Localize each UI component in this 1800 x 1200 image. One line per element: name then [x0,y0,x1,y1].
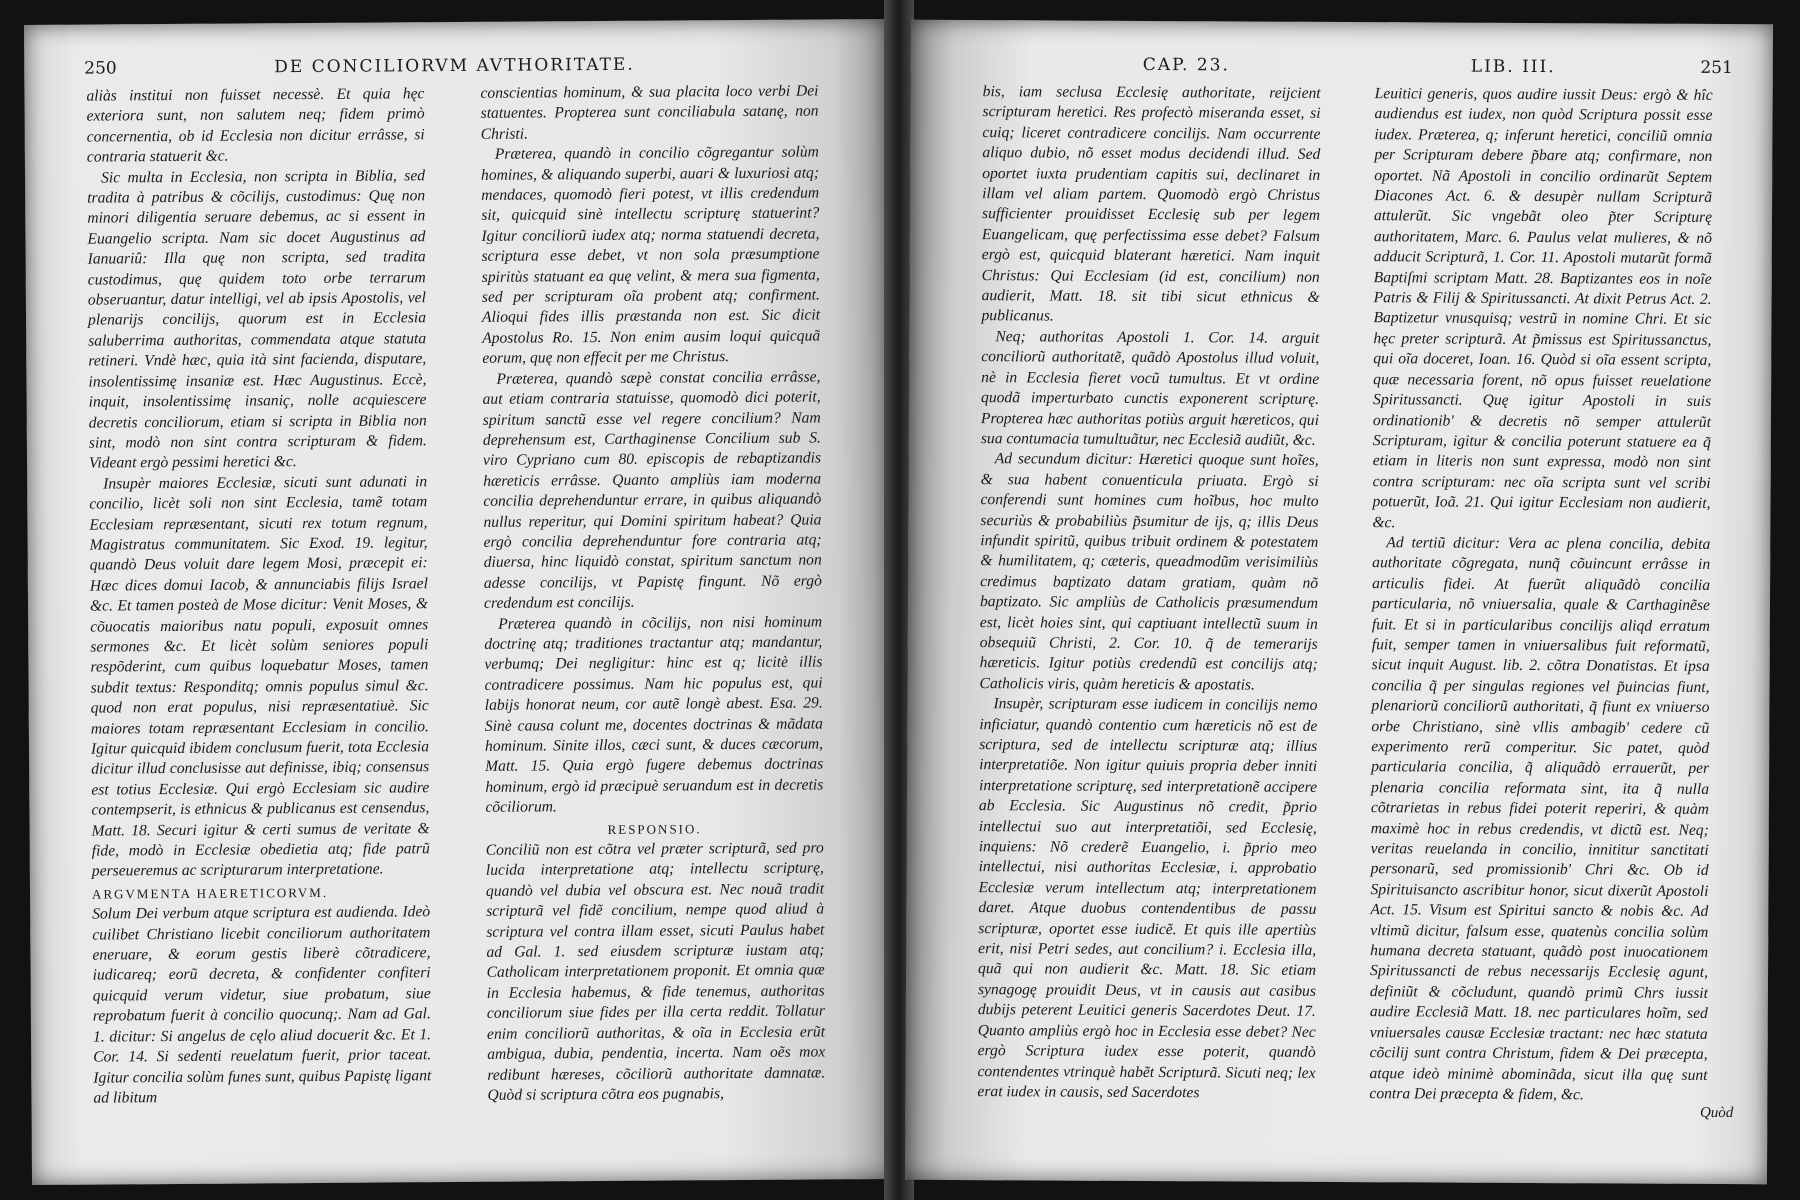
paragraph: Sic multa in Ecclesia, non scripta in Biblia, sed tradita à patribus & cõcilijs, custodimus: Quę non minori diligentia seruare debemus, ac si essent in Euangelio scripta. Nam sic docet Augustinus ad Ianuariû: Illa quę non scripta, sed tradita custodimus, quę quidem toto orbe terrarum obseruantur, datur intelligi, vel ab ipsis Apostolis, vel plenarijs concilijs, quorum est in Ecclesia saluberrima authoritas, commendata atque statuta retineri. Vndè hæc, quia ità sint facienda, disputare, insolentissimę insaniæ est. Hæc Augustinus. Eccè, inquit, insolentissimę insaniç, nolle acquiescere decretis conciliorum, etiam si scripta in Biblia non sint, modò non sint contra scripturam & fidem. Videant ergò pessimi heretici &c. [87,166,427,472]
page-number: 250 [84,58,117,79]
section-heading: ARGVMENTA HAERETICORVM. [91,884,329,902]
catchword: Quòd [1699,1104,1734,1122]
paragraph: Præterea, quandò sæpè constat concilia errâsse, aut etiam contraria statuisse, quomodò dici poterit, spiritum sanctũ esse vel regere concilium? Nam deprehensum est, Carthaginense Concilium sub S. viro Cypriano cum 80. episcopis de rebaptizandis hæreticis errâsse. Quanto ampliùs iam moderna concilia deprehenduntur errare, in quibus aliquandò nullus reperitur, qui Domini spiritum habeat? Quia ergò concilia deprehenduntur fore contraria atq; diuersa, hinc liquidò constat, spiritum sanctum non adesse concilijs, vt Papistę fingunt. Nõ ergò credendum est concilijs. [482,368,822,612]
paragraph: Solum Dei verbum atque scriptura est audienda. Ideò cuilibet Christiano licebit conciliorum authoritatem eneruare, & eorum gestis liberè cõtradicere, iudicareq; eorũ decreta, & confidenter confiteri quicquid verum videtur, siue probatum, siue reprobatum fuerit à concilio quocunq;. Nam ad Gal. 1. dicitur: Si angelus de cęlo aliud docuerit &c. Et 1. Cor. 14. Si sedenti reuelatum fuerit, prior taceat. Igitur concilia solùm funes sunt, quibus Papistę ligant ad libitum [92,903,432,1107]
paragraph: Insupèr, scripturam esse iudicem in concilijs nemo inficiatur, quandò contentio cum hæreticis nõ est de scriptura, sed de intellectu scripturæ atq; illius interpretatiõe. Non igitur quiuis propria deber inniti interpretatione scripturę, sed interpretationẽ accipere ab Ecclesia. Sic Augustinus nõ credit, p̃prio intellectui suo aut interpretatiõi, sed Ecclesię, inquiens: Nõ crederẽ Euangelio, i. p̃prio meo intellectui, nisi authoritas Ecclesiæ, i. approbatio Ecclesiæ verum intellectum atq; interpretationem daret. Atque duobus contendentibus de passu scripturæ, oportet esse iudicẽ. Et quis ille apertiùs erit, nisi Petri sedes, aut concilium? i. Ecclesia illa, quã qui non audierit &c. Matt. 18. Sic etiam synagogę prouidit Deus, vt in causis aut casibus dubijs peterent Leuitici generis Sacerdotes Deut. 17. Quanto ampliùs ergò hoc in Ecclesia esse debet? Nec ergò Scriptura iudex esse poterit, quandò contendentes vtrinquè habẽt Scripturã. Sicuti neq; lex erat iudex in causis, sed Sacerdotes [977,695,1318,1102]
paragraph: bis, iam seclusa Ecclesię authoritate, reijcient scripturam heretici. Res profectò miseranda esset, si cuiq; liceret contradicere concilijs. Nam occurrente aliquo dubio, nõ esset modus decidendi illud. Sed oportet iuxta prudentiam capitis sui, declinaret in illam vel aliam partem. Quomodò ergò Christus sufficienter prouidisset Ecclesię sub per legem Euangelicam, quę perfectissima esse debet? Falsum ergò est, quicquid blaterant hæretici. Nam inquit Christus: Qui Ecclesiam (id est, concilium) non audierit, Matt. 18. sit tibi sicut ethnicus & publicanus. [981,83,1321,325]
paragraph: Conciliũ non est cõtra vel præter scripturã, sed pro lucida interpretatione atq; intellectu scripturę, quandò vel dubia vel obscura est. Nec nouã tradit scripturã vel fidẽ concilium, nempe quod aliud à scriptura vel contra illam esset, sicuti Paulus habet ad Gal. 1. sed eiusdem scripturæ iustam atq; Catholicam interpretationem proponit. Et omnia quæ in Ecclesia habemus, & fide tenemus, authoritas conciliorum siue fides per illa certa reddit. Tollatur enim conciliorũ authoritas, & oĩa in Ecclesia erũt ambigua, dubia, pendentia, incerta. Nam oẽs mox redibunt hæreses, cõciliorũ authoritate damnatæ. Quòd si scriptura cõtra eos pugnabis, [485,839,826,1104]
right-page [905,20,1773,1184]
paragraph: Leuitici generis, quos audire iussit Deus: ergò & hîc audiendus est iudex, non quòd Scriptura possit esse iudex. Præterea, q; inferunt heretici, conciliũ omnia per Scripturam debere p̃bare atq; confirmare, non oportet. Nã Apostoli in concilio ordinarũt Septem Diacones Act. 6. & desupèr nullam Scripturã attulerũt. Sic vngebãt oleo p̃ter Scripturę authoritatem, Marc. 6. Paulus velat mulieres, & nõ adducit Scripturã, 1. Cor. 11. Apostoli mutarũt formã Baptiſmi scriptam Matt. 28. Baptizantes eos in noĩe Patris & Filij & Spiritussancti. At dixit Petrus Act. 2. Baptizetur vnusquisq; vestrũ in nomine Chri. Et sic hęc preter scripturã. At p̃missus est Spiritussanctus, qui oĩa doceret, Ioan. 16. Quòd si oĩa essent scripta, quæ necessaria forent, nõ opus fuisset reuelatione Spiritussancti. Quę igitur Apostoli in suis ordinationib' & decretis nõ semper attulerũt Scripturam, igitur & concilia poterunt statuere ea q̃ etiam in literis non sunt expressa, modò non sint contra scripturam: nec oĩa scripta sunt vel scribi potuerũt, Ioã. 21. Qui igitur Ecclesiam non audierit, &c. [1372,85,1713,531]
paragraph: aliàs institui non fuisset necessè. Et quia hęc exteriora sunt, non salutem neq; fidem primò concernentia, ob id Ecclesia non dicitur errâsse, si contraria statuerit &c. [86,85,425,166]
paragraph: Præterea, quandò in concilio cõgregantur solùm homines, & aliquando superbi, auari & luxuriosi atq; mendaces, quomodò fieri potest, vt illis credendum sit, quicquid sinè intellectu scripturę statuerint? Igitur conciliorũ iudex atq; norma statuendi decreta, scriptura esse debet, vt non sola præsumptione spiritùs statuant ea quę velint, & mera sua figmenta, sed per scripturam oĩa probent atq; confirment. Alioqui fides illis præstanda non est. Sic dicit Apostolus Ro. 15. Non enim ausim loqui quicquã eorum, quę non effecit per me Christus. [480,143,821,368]
right-column [1369,84,1712,1106]
paragraph: conscientias hominum, & sua placita loco verbi Dei statuentes. Propterea sunt conciliabula satanę, non Christi. [480,82,819,143]
paragraph: Neq; authoritas Apostoli 1. Cor. 14. arguit conciliorũ authoritatẽ, quãdò Apostolus illud voluit, nè in Ecclesia fieret vocũ tumultus. Et vt ordine quodã imperturbato cunctis exponerent scripturę. Propterea hæc authoritas potiùs arguit hæreticos, qui sua contumacia tumultuãtur, nec Ecclesiã audiũt, &c. [980,328,1320,449]
left-column [977,82,1320,1104]
page-number: 251 [1700,57,1733,79]
paragraph: Insupèr maiores Ecclesiæ, sicuti sunt adunati in concilio, licèt soli non sint Ecclesia, tamẽ totam Ecclesiam repræsentant, sicuti rex totum regnum, Magistratus communitatem. Sic Exod. 19. legitur, quandò Deus voluit dare legem Mosi, præcepit ei: Hæc dices domui Iacob, & annunciabis filijs Israel &c. Et tamen posteà de Mose dicitur: Venit Moses, & cõuocatis maioribus natu populi, exposuit omnes sermones &c. Et licèt solùm seniores populi respõderint, cum quibus loquebatur Moses, tamen subdit textus: Responditq; omnis populus simul &c. quod non erat populus, nisi repræsentatiuè. Sic maiores totam repræsentant Ecclesiam in concilio. Igitur quicquid ibidem conclusum fuerit, tota Ecclesia dicitur illud conclusisse aut definisse, ibiq; consensus est totius Ecclesiæ. Qui ergò Ecclesiam sic audire contempserit, is ethnicus & publicanus est censendus, Matt. 18. Securi igitur & certi sumus de veritate & fide, modò in Ecclesiæ obedietia atq; fide patrũ perseueremus ac scripturarum interpretatione. [89,472,430,881]
paragraph: Ad tertiũ dicitur: Vera ac plena concilia, debita authoritate cõgregata, nunq̃ cõuincunt errâsse in articulis fidei. At fuerũt aliquãdò concilia particularia, nõ vniuersalia, quale & Carthaginẽse fuit. Et si in particularibus concilijs aliqd erratum fuit, semper tamen in vniuersalibus fuit reformatũ, sicut inquit August. lib. 2. cõtra Donatistas. Et ipsa concilia q̃ per singulas regiones vel p̃uincias fiunt, plenariorũ conciliorũ authoritati, q̃ fiunt ex vniuerso orbe Christiano, sinè vllis ambagib' cedere cũ experimento rerũ comperitur. Sic patet, quòd particularia concilia, q̃ aliquãdò errauerũt, per plenaria concilia reformata sint, ita q̃ nulla cõtrarietas in rebus fidei poterit reperiri, & quàm maximè hoc in rebus credendis, vt dictũ est. Neq; veritas reuelanda in concilio, innititur sanctitati personarũ, sed promissionib' Chri &c. Ob id Spirituisancto ascribitur honor, sicut dixerũt Apostoli Act. 15. Visum est Spiritui sancto & nobis &c. Ad vltimũ dicitur, falsum esse, quatenùs concilia solùm humana decreta statuant, quãdò post inuocationem Spiritussancti de rebus necessarijs Ecclesię agunt, definiũt & cõcludunt, quandò primũ Chrs iussit audire Ecclesiã Matt. 18. nec particulares hoĩm, sed vniuersales causæ Ecclesiæ tractant: nec hæc statuta cõcilij sunt contra Christum, fidem & Dei præcepta, atque ideò minimè abominãda, sicut illa quę sunt contra Dei præcepta & fidem, &c. [1369,534,1711,1104]
chapter-heading: CAP. 23. [1142,54,1230,76]
section-heading: RESPONSIO. [607,820,702,837]
left-page [24,19,894,1185]
book-heading: LIB. III. [1470,56,1556,78]
running-head: DE CONCILIORVM AVTHORITATE. [274,54,635,78]
left-column [86,84,431,1109]
right-column [480,81,825,1106]
paragraph: Præterea quandò in cõcilijs, non nisi hominum doctrinę atq; traditiones tractantur atq; mandantur, verbumq; Dei negligitur: hinc est q; licitè illis contradicere possimus. Nam hic populus est, qui labijs honorat neum, cor autẽ longè abest. Esa. 29. Sinè causa colunt me, docentes doctrinas & mãdata hominum. Sinite illos, cæci sunt, & duces cæcorum, Matt. 15. Quia ergò fugere debemus doctrinas hominum, ergò id præcipuè seruandum est in decretis cõciliorum. [484,613,824,817]
paragraph: Ad secundum dicitur: Hæretici quoque sunt hoĩes, & sua habent conuenticula priuata. Ergò si conferendi sunt homines cum hoĩbus, hoc multo securiùs & probabiliùs p̃sumitur de ijs, q; illis Deus infundit spiritũ, quibus tribuit ordinem & potestatem & humilitatem, q; cæteris, queadmodũm verisimiliùs credimus baptizato datam gratiam, quàm nõ baptizato. Sic ampliùs de Catholicis præsumendum est, licèt hoies sint, qui captiuant intellectũ suum in obsequiũ Christi, 2. Cor. 10. q̃ de temerarijs hæreticis. Igitur potiùs credendũ est concilijs atq; Catholicis viris, quàm hereticis & apostatis. [979,450,1319,694]
